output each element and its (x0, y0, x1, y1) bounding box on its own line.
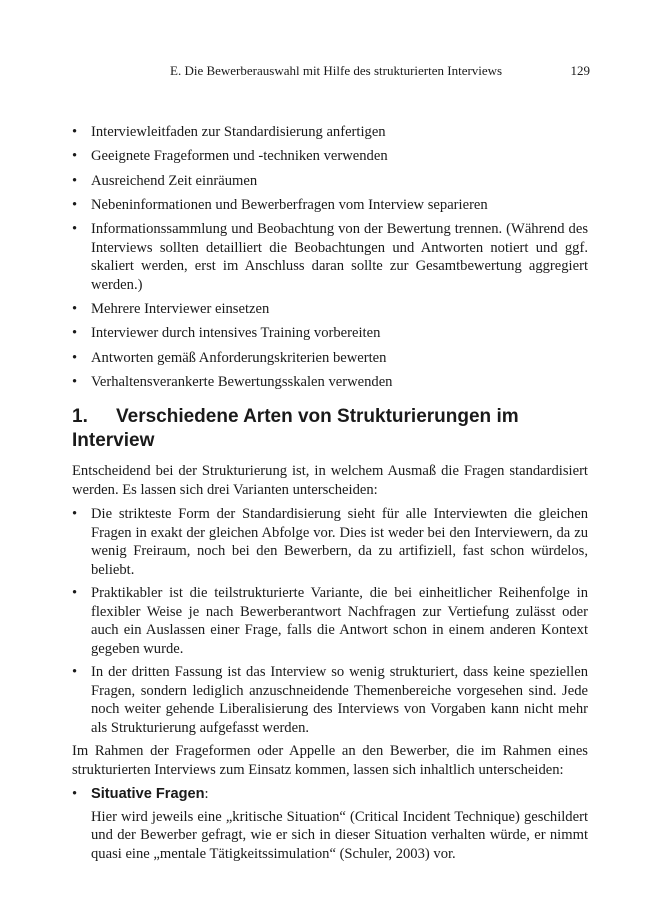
page-body (72, 123, 588, 863)
bullet-icon: • (72, 221, 78, 238)
question-types-list (72, 785, 588, 804)
list-item-text: Mehrere Interviewer einsetzen (91, 300, 270, 317)
list-item-text: Verhaltensverankerte Bewertungsskalen verwenden (91, 373, 393, 390)
intro-paragraph: Entscheidend bei der Strukturierung ist, in welchem Ausmaß die Fragen standardisiert werden. Es lassen sich drei Varianten unterscheiden: (72, 463, 588, 498)
list-item (72, 172, 588, 191)
list-item-text: Interviewleitfaden zur Standardisierung anfertigen (91, 124, 386, 140)
list-item (72, 147, 588, 166)
list-item-text: Ausreichend Zeit einräumen (91, 172, 258, 189)
section-number: 1. (72, 406, 88, 428)
bullet-icon: • (72, 664, 78, 681)
page-number: 129 (570, 63, 590, 78)
bullet-icon: • (72, 172, 78, 189)
list-item-text: Informationssammlung und Beobachtung von der Bewertung trennen. (Während des Interviews sollten detailliert die Beobachtungen und Antworten notiert und ggf. skaliert werden, erst im Anschluss daran sollte zur Gesamtbewertung aggregiert werden.) (91, 221, 588, 293)
list-item (72, 349, 588, 368)
label-colon: : (204, 786, 209, 803)
list-item-text: In der dritten Fassung ist das Interview so wenig strukturiert, dass keine speziellen Fragen, sondern lediglich anzuschneidende Themenbereiche vorgesehen sind. Jede noch weiter gehende Liberalisierung des Interviews von Vorgaben kann nicht mehr als Strukturierung aufgefasst werden. (91, 664, 588, 736)
question-types-paragraph: Im Rahmen der Frageformen oder Appelle an den Bewerber, die im Rahmen eines strukturierten Interviews zum Einsatz kommen, lassen sich inhaltlich unterscheiden: (72, 743, 588, 778)
bullet-icon: • (72, 196, 78, 213)
bullet-icon: • (72, 300, 78, 317)
list-item (72, 123, 588, 142)
bullet-icon: • (72, 373, 78, 390)
list-item (72, 220, 588, 294)
list-item (72, 663, 588, 737)
list-item-text: Praktikabler ist die teilstrukturierte Variante, die bei einheitlicher Reihenfolge in flexibler Weise je nach Bewerberantwort Nachfragen zur Vertiefung zulässt oder auch ein Auslassen einer Frage, falls die Antwort schon in einem anderen Kontext gegeben wurde. (91, 585, 588, 657)
situative-questions-label: Situative Fragen (91, 786, 205, 803)
list-item-text: Interviewer durch intensives Training vorbereiten (91, 325, 381, 342)
list-item-text: Geeignete Frageformen und -techniken verwenden (91, 148, 388, 165)
list-item (72, 196, 588, 215)
list-item (72, 584, 588, 658)
bullet-icon: • (72, 148, 78, 165)
interview-guidelines-list (72, 123, 588, 391)
list-item (72, 505, 588, 579)
situative-questions-text: Hier wird jeweils eine „kritische Situation“ (Critical Incident Technique) geschildert und der Bewerber gefragt, wie er sich in dieser Situation verhalten würde, er nimmt quasi eine „mentale Tätigkeitssimulation“ (Schuler, 2003) vor. (91, 808, 588, 862)
section-heading (72, 405, 588, 453)
list-item-text: Nebeninformationen und Bewerberfragen vom Interview separieren (91, 196, 488, 213)
list-item (72, 300, 588, 319)
list-item-text: Die strikteste Form der Standardisierung sieht für alle Interviewten die gleichen Fragen in exakt der gleichen Abfolge vor. Dies ist weder bei den Interviewern, da zu wenig Freiraum, noch bei den Bewerbern, da zu artifiziell, fast schon würdelos, beliebt. (91, 506, 588, 578)
bullet-icon: • (72, 124, 78, 140)
structuring-variants-list (72, 505, 588, 737)
bullet-icon: • (72, 349, 78, 366)
list-item (72, 324, 588, 343)
bullet-icon: • (72, 585, 78, 602)
bullet-icon: • (72, 325, 78, 342)
bullet-icon: • (72, 786, 78, 803)
bullet-icon: • (72, 506, 78, 523)
list-item (72, 785, 588, 804)
section-title: Verschiedene Arten von Strukturierungen im Interview (72, 406, 519, 452)
running-title: E. Die Bewerberauswahl mit Hilfe des strukturierten Interviews (170, 63, 503, 78)
list-item-text: Antworten gemäß Anforderungskriterien bewerten (91, 349, 387, 366)
list-item (72, 373, 588, 392)
